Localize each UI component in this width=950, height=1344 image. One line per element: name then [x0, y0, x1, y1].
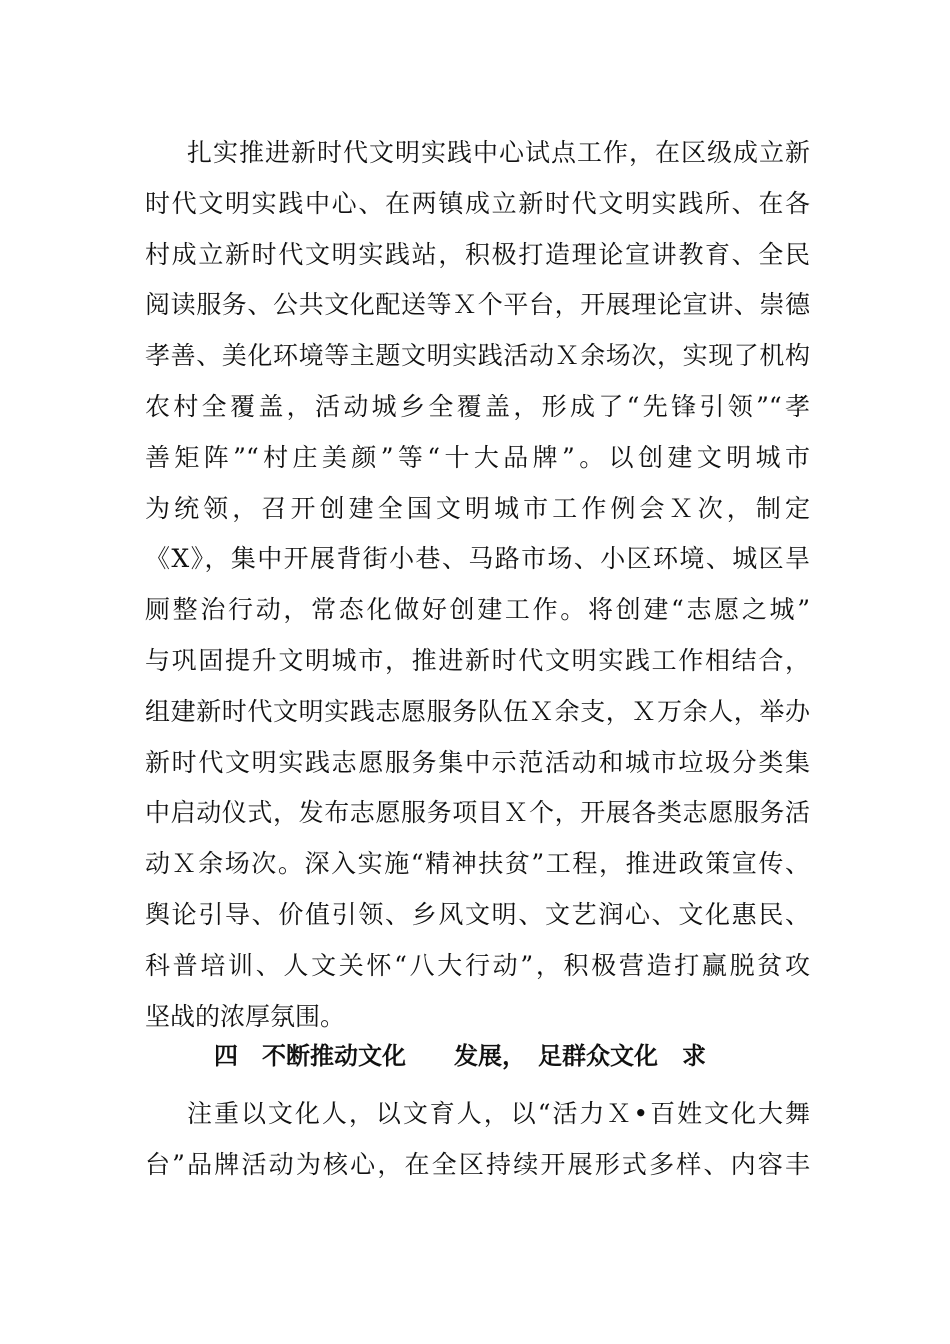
paragraph-line: 村成立新时代文明实践站，积极打造理论宣讲教育、全民	[145, 239, 810, 269]
paragraph-line: 科普培训、人文关怀“八大行动”，积极营造打赢脱贫攻	[145, 950, 810, 980]
paragraph-line: 为统领，召开创建全国文明城市工作例会Ｘ次，制定	[145, 493, 810, 523]
paragraph-line: 注重以文化人，以文育人，以“活力Ｘ•百姓文化大舞	[187, 1099, 810, 1128]
paragraph-line: 舆论引导、价值引领、乡风文明、文艺润心、文化惠民、	[145, 899, 810, 929]
paragraph-line: 扎实推进新时代文明实践中心试点工作，在区级成立新	[187, 138, 810, 167]
paragraph-line: 坚战的浓厚氛围。	[145, 1001, 346, 1031]
paragraph-line: 中启动仪式，发布志愿服务项目Ｘ个，开展各类志愿服务活	[145, 798, 810, 828]
paragraph-line: 与巩固提升文明城市，推进新时代文明实践工作相结合，	[145, 645, 810, 675]
section-heading: 四 不断推动文化 发展， 足群众文化 求	[214, 1042, 706, 1070]
paragraph-line: 厕整治行动，常态化做好创建工作。将创建“志愿之城”	[145, 595, 810, 625]
paragraph-line: 组建新时代文明实践志愿服务队伍Ｘ余支，Ｘ万余人，举办	[145, 696, 810, 726]
paragraph-line: 台”品牌活动为核心，在全区持续开展形式多样、内容丰	[145, 1149, 810, 1179]
paragraph-line: 善矩阵”“村庄美颜”等“十大品牌”。以创建文明城市	[145, 442, 810, 472]
paragraph-line: 《X》，集中开展背街小巷、马路市场、小区环境、城区旱	[145, 544, 810, 574]
paragraph-line: 农村全覆盖，活动城乡全覆盖，形成了“先锋引领”“孝	[145, 391, 810, 421]
body-paragraph-1	[145, 128, 810, 1042]
paragraph-line: 阅读服务、公共文化配送等Ｘ个平台，开展理论宣讲、崇德	[145, 290, 810, 320]
paragraph-line: 新时代文明实践志愿服务集中示范活动和城市垃圾分类集	[145, 747, 810, 777]
paragraph-line: 孝善、美化环境等主题文明实践活动Ｘ余场次，实现了机构	[145, 341, 810, 371]
body-paragraph-2	[145, 1089, 810, 1191]
paragraph-line: 动Ｘ余场次。深入实施“精神扶贫”工程，推进政策宣传、	[145, 849, 810, 879]
paragraph-line: 时代文明实践中心、在两镇成立新时代文明实践所、在各	[145, 188, 810, 218]
